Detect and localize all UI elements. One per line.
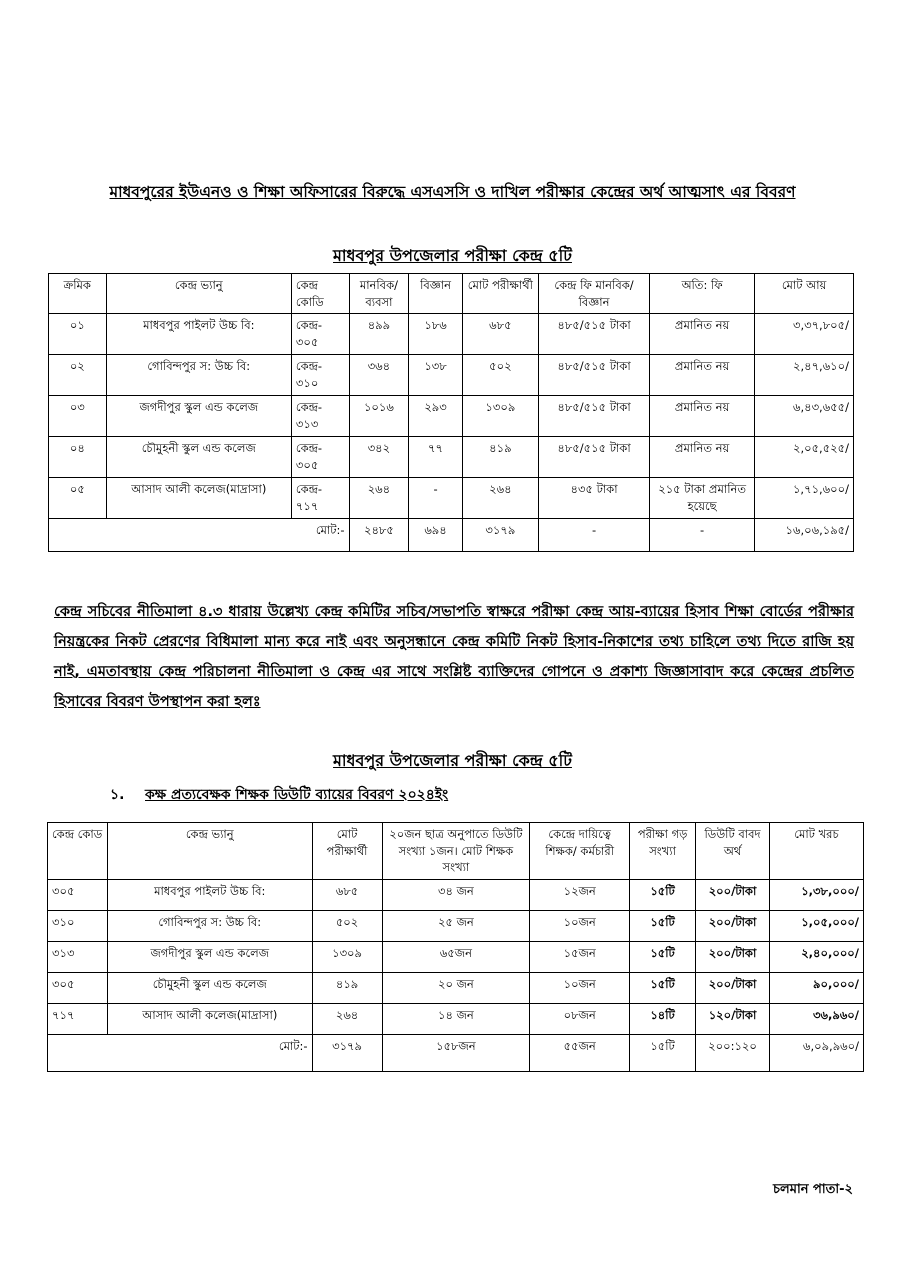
- table-row: [49, 355, 854, 396]
- table-cell: ৩০৫: [48, 973, 108, 1004]
- table-cell: ০৮জন: [530, 1004, 630, 1035]
- table-cell: ১৩০৯: [462, 396, 538, 437]
- table-cell: ৪৮৫/৫১৫ টাকা: [538, 396, 649, 437]
- table-cell: প্রমানিত নয়: [650, 396, 755, 437]
- table-cell: ১৪ জন: [382, 1004, 530, 1035]
- table-cell: ১৫টি: [630, 911, 696, 942]
- table-cell: ৪৮৫/৫১৫ টাকা: [538, 437, 649, 478]
- page-continuation-note: চলমান পাতা-২: [773, 1182, 853, 1197]
- table-cell: কেন্দ্র- ৩০৫: [291, 314, 349, 355]
- header-cell: পরীক্ষা গড় সংখ্যা: [630, 823, 696, 880]
- header-cell: ডিউটি বাবদ অর্থ: [696, 823, 770, 880]
- table-cell: প্রমানিত নয়: [650, 314, 755, 355]
- table-cell: ৫০২: [312, 911, 382, 942]
- table-cell: ১,৩৮,০০০/: [770, 880, 864, 911]
- table-cell: ৪৯৯: [349, 314, 409, 355]
- table-cell: ৬৮৫: [462, 314, 538, 355]
- table-cell: মাধবপুর পাইলট উচ্চ বি:: [106, 314, 291, 355]
- total-cell: ৬,০৯,৯৬০/: [770, 1035, 864, 1072]
- table-cell: ২৬৪: [462, 478, 538, 519]
- table-cell: ১২০/টাকা: [696, 1004, 770, 1035]
- table-cell: কেন্দ্র- ৩১৩: [291, 396, 349, 437]
- section1-title: মাধবপুর উপজেলার পরীক্ষা কেন্দ্র ৫টি: [333, 246, 572, 265]
- table-row: [49, 437, 854, 478]
- table-row: [49, 396, 854, 437]
- table-cell: ২৫ জন: [382, 911, 530, 942]
- table-header-row: [49, 274, 854, 314]
- table-cell: ২০০/টাকা: [696, 911, 770, 942]
- total-cell: ২০০:১২০: [696, 1035, 770, 1072]
- table-cell: ৫০২: [462, 355, 538, 396]
- total-cell: ১৬,০৬,১৯৫/: [755, 519, 854, 552]
- table-cell: কেন্দ্র- ৩১০: [291, 355, 349, 396]
- table-cell: ৭১৭: [48, 1004, 108, 1035]
- header-cell: কেন্দ্র ভ্যানু: [106, 274, 291, 314]
- total-cell: মোট:-: [49, 519, 350, 552]
- header-cell: ক্রমিক: [49, 274, 107, 314]
- table-cell: কেন্দ্র- ৭১৭: [291, 478, 349, 519]
- total-cell: ৬৯৪: [409, 519, 463, 552]
- table-cell: ৬৫জন: [382, 942, 530, 973]
- table-cell: গোবিন্দপুর স: উচ্চ বি:: [107, 911, 312, 942]
- table-cell: জগদীপুর স্কুল এন্ড কলেজ: [107, 942, 312, 973]
- table-cell: ২৯৩: [409, 396, 463, 437]
- total-cell: ১৫৮জন: [382, 1035, 530, 1072]
- table-row: [49, 314, 854, 355]
- explanation-paragraph: কেন্দ্র সচিবের নীতিমালা ৪.৩ ধারায় উল্লেখ্য কেন্দ্র কমিটির সচিব/সভাপতি স্বাক্ষরে পরীক্ষা কেন্দ্র আয়-ব্যায়ের হিসাব শিক্ষা বোর্ডের পরীক্ষার নিয়ন্ত্রকের নিকট প্রেরণের বিধিমালা মান্য করে নাই এবং অনুসন্ধানে কেন্দ্র কমিটি নিকট হিসাব-নিকাশের তথ্য চাহিলে তথ্য দিতে রাজি হয় নাই, এমতাবস্থায় কেন্দ্র পরিচালনা নীতিমালা ও কেন্দ্র এর সাথে সংশ্লিষ্ট ব্যাক্তিদের গোপনে ও প্রকাশ্য জিজ্ঞাসাবাদ করে কেন্দ্রের প্রচলিত হিসাবের বিবরণ উপস্থাপন করা হলঃ: [54, 604, 854, 710]
- total-row: [49, 519, 854, 552]
- table-cell: ১,৭১,৬০০/: [755, 478, 854, 519]
- table-cell: ৬৮৫: [312, 880, 382, 911]
- table-cell: ২০০/টাকা: [696, 973, 770, 1004]
- duty-expense-table: [47, 822, 864, 1072]
- total-cell: ২৪৮৫: [349, 519, 409, 552]
- table-cell: ১৫টি: [630, 942, 696, 973]
- table-cell: জগদীপুর স্কুল এন্ড কলেজ: [106, 396, 291, 437]
- table-cell: ০২: [49, 355, 107, 396]
- exam-center-income-table: [48, 273, 854, 552]
- table-cell: ১০জন: [530, 973, 630, 1004]
- table-cell: ০৪: [49, 437, 107, 478]
- table-cell: প্রমানিত নয়: [650, 437, 755, 478]
- table-cell: ১৫জন: [530, 942, 630, 973]
- table-cell: ১৫টি: [630, 973, 696, 1004]
- table-cell: ৪১৯: [462, 437, 538, 478]
- header-cell: কেন্দ্র ফি মানবিক/বিজ্ঞান: [538, 274, 649, 314]
- table-cell: ৩১৩: [48, 942, 108, 973]
- item-heading: কক্ষ প্রত্যবেক্ষক শিক্ষক ডিউটি ব্যায়ের বিবরণ ২০২৪ইং: [145, 787, 449, 803]
- header-cell: কেন্দ্র কোড: [48, 823, 108, 880]
- table-cell: গোবিন্দপুর স: উচ্চ বি:: [106, 355, 291, 396]
- table-cell: ২০ জন: [382, 973, 530, 1004]
- table-cell: ৪১৯: [312, 973, 382, 1004]
- table-cell: ৩৬৪: [349, 355, 409, 396]
- table-cell: চৌমুহনী স্কুল এন্ড কলেজ: [106, 437, 291, 478]
- document-title: মাধবপুরের ইউএনও ও শিক্ষা অফিসারের বিরুদ্ধে এসএসসি ও দাখিল পরীক্ষার কেন্দ্রের অর্থ আত্মসাৎ এর বিবরণ: [109, 183, 796, 201]
- table-cell: ১০জন: [530, 911, 630, 942]
- total-row: [48, 1035, 864, 1072]
- table-cell: ২৬৪: [349, 478, 409, 519]
- table-cell: ২,৪৭,৬১০/: [755, 355, 854, 396]
- table-cell: ১৩৮: [409, 355, 463, 396]
- table-cell: ২০০/টাকা: [696, 880, 770, 911]
- table-row: [48, 911, 864, 942]
- item-number: ১.: [110, 787, 125, 803]
- header-cell: মোট আয়: [755, 274, 854, 314]
- header-cell: মোট খরচ: [770, 823, 864, 880]
- table-cell: ৩,৩৭,৮০৫/: [755, 314, 854, 355]
- table-cell: ১২জন: [530, 880, 630, 911]
- table-cell: ১৩০৯: [312, 942, 382, 973]
- total-cell: ১৫টি: [630, 1035, 696, 1072]
- table-cell: ৭৭: [409, 437, 463, 478]
- table-cell: আসাদ আলী কলেজ(মাদ্রাসা): [107, 1004, 312, 1035]
- total-cell: মোট:-: [48, 1035, 313, 1072]
- table-cell: ২১৫ টাকা প্রমানিত হয়েছে: [650, 478, 755, 519]
- table-row: [48, 942, 864, 973]
- total-cell: -: [650, 519, 755, 552]
- table-cell: ৩৬,৯৬০/: [770, 1004, 864, 1035]
- table-cell: ০১: [49, 314, 107, 355]
- table-row: [48, 880, 864, 911]
- table-cell: চৌমুহনী স্কুল এন্ড কলেজ: [107, 973, 312, 1004]
- table-cell: ১৪টি: [630, 1004, 696, 1035]
- table-cell: ০৫: [49, 478, 107, 519]
- table-cell: ৩১০: [48, 911, 108, 942]
- table-cell: প্রমানিত নয়: [650, 355, 755, 396]
- table-header-row: [48, 823, 864, 880]
- table-cell: ৯০,০০০/: [770, 973, 864, 1004]
- table-cell: ১০১৬: [349, 396, 409, 437]
- table-cell: ৩৪ জন: [382, 880, 530, 911]
- total-cell: -: [538, 519, 649, 552]
- table-cell: মাধবপুর পাইলট উচ্চ বি:: [107, 880, 312, 911]
- table-cell: ১,০৫,০০০/: [770, 911, 864, 942]
- header-cell: মানবিক/ ব্যবসা: [349, 274, 409, 314]
- table-cell: ২,৪০,০০০/: [770, 942, 864, 973]
- table-cell: ৩০৫: [48, 880, 108, 911]
- table-cell: ২০০/টাকা: [696, 942, 770, 973]
- header-cell: মোট পরীক্ষার্থী: [462, 274, 538, 314]
- table-cell: ৪৩৫ টাকা: [538, 478, 649, 519]
- table-row: [49, 478, 854, 519]
- header-cell: অতি: ফি: [650, 274, 755, 314]
- table-cell: ৬,৪৩,৬৫৫/: [755, 396, 854, 437]
- header-cell: বিজ্ঞান: [409, 274, 463, 314]
- table-cell: ৪৮৫/৫১৫ টাকা: [538, 355, 649, 396]
- table-cell: ৪৮৫/৫১৫ টাকা: [538, 314, 649, 355]
- header-cell: কেন্দ্র ভ্যানু: [107, 823, 312, 880]
- table-cell: -: [409, 478, 463, 519]
- total-cell: ৩১৭৯: [462, 519, 538, 552]
- table-cell: ২৬৪: [312, 1004, 382, 1035]
- table-cell: ৩৪২: [349, 437, 409, 478]
- header-cell: ২০জন ছাত্র অনুপাতে ডিউটি সংখ্যা ১জন। মোট শিক্ষক সংখ্যা: [382, 823, 530, 880]
- table-cell: ০৩: [49, 396, 107, 437]
- table-cell: আসাদ আলী কলেজ(মাদ্রাসা): [106, 478, 291, 519]
- table-cell: ১৫টি: [630, 880, 696, 911]
- table-cell: ১৮৬: [409, 314, 463, 355]
- table-cell: কেন্দ্র- ৩০৫: [291, 437, 349, 478]
- header-cell: কেন্দ্রে দায়িত্বে শিক্ষক/ কর্মচারী: [530, 823, 630, 880]
- header-cell: মোট পরীক্ষার্থী: [312, 823, 382, 880]
- total-cell: ৩১৭৯: [312, 1035, 382, 1072]
- table-cell: ২,০৫,৫২৫/: [755, 437, 854, 478]
- section2-title: মাধবপুর উপজেলার পরীক্ষা কেন্দ্র ৫টি: [333, 751, 572, 770]
- table-row: [48, 973, 864, 1004]
- table-row: [48, 1004, 864, 1035]
- total-cell: ৫৫জন: [530, 1035, 630, 1072]
- header-cell: কেন্দ্র কোডি: [291, 274, 349, 314]
